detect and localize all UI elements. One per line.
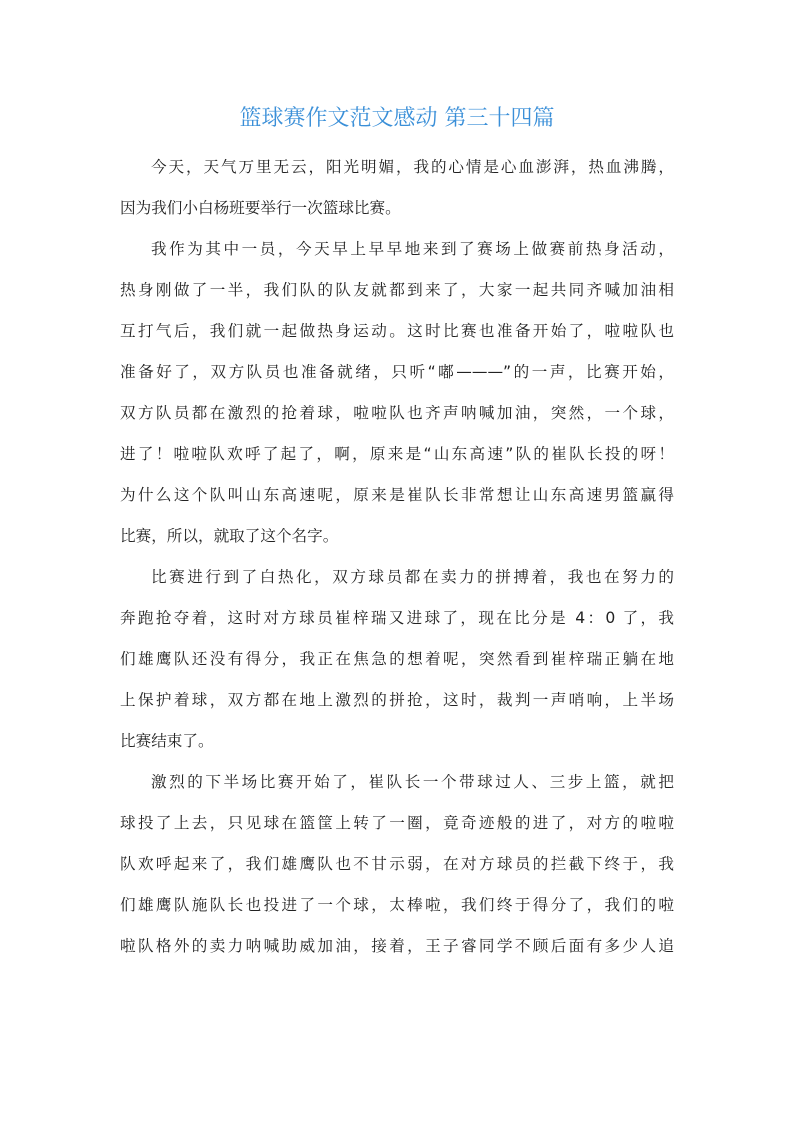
text-line: 们雄鹰队还没有得分，我正在焦急的想着呢，突然看到崔梓瑞正躺在地 xyxy=(120,650,674,668)
text-line: 热身刚做了一半，我们队的队友就都到来了，大家一起共同齐喊加油相 xyxy=(120,281,674,299)
paragraph xyxy=(120,147,674,229)
text-line: 互打气后，我们就一起做热身运动。这时比赛也准备开始了，啦啦队也 xyxy=(120,322,674,340)
text-line: 们雄鹰队施队长也投进了一个球，太棒啦，我们终于得分了，我们的啦 xyxy=(120,896,674,914)
text-line: 比赛进行到了白热化，双方球员都在卖力的拼搏着，我也在努力的 xyxy=(151,568,674,586)
text-line: 今天，天气万里无云，阳光明媚，我的心情是心血澎湃，热血沸腾， xyxy=(151,158,674,176)
text-line: 比赛结束了。 xyxy=(120,732,214,750)
text-line: 因为我们小白杨班要举行一次篮球比赛。 xyxy=(120,199,401,217)
paragraph xyxy=(120,229,674,557)
text-line: 激烈的下半场比赛开始了，崔队长一个带球过人、三步上篮，就把 xyxy=(151,773,674,791)
text-line: 队欢呼起来了，我们雄鹰队也不甘示弱，在对方球员的拦截下终于，我 xyxy=(120,855,674,873)
document-body xyxy=(120,147,674,967)
text-line: 上保护着球，双方都在地上激烈的拼抢，这时，裁判一声哨响，上半场 xyxy=(120,691,674,709)
paragraph xyxy=(120,557,674,762)
text-line: 进了！啦啦队欢呼了起了，啊，原来是“山东高速”队的崔队长投的呀！ xyxy=(120,445,674,463)
document-title: 篮球赛作文范文感动 第三十四篇 xyxy=(239,106,555,131)
text-line: 奔跑抢夺着，这时对方球员崔梓瑞又进球了，现在比分是 4：0 了，我 xyxy=(120,609,674,627)
text-line: 双方队员都在激烈的抢着球，啦啦队也齐声呐喊加油，突然，一个球， xyxy=(120,404,674,422)
text-line: 球投了上去，只见球在篮筐上转了一圈，竟奇迹般的进了，对方的啦啦 xyxy=(120,814,674,832)
text-line: 准备好了，双方队员也准备就绪，只听“嘟———”的一声，比赛开始， xyxy=(120,363,674,381)
text-line: 比赛，所以，就取了这个名字。 xyxy=(120,527,339,545)
text-line: 我作为其中一员，今天早上早早地来到了赛场上做赛前热身活动， xyxy=(151,240,674,258)
text-line: 啦队格外的卖力呐喊助威加油，接着，王子睿同学不顾后面有多少人追 xyxy=(120,937,674,955)
paragraph xyxy=(120,762,674,967)
text-line: 为什么这个队叫山东高速呢，原来是崔队长非常想让山东高速男篮赢得 xyxy=(120,486,674,504)
